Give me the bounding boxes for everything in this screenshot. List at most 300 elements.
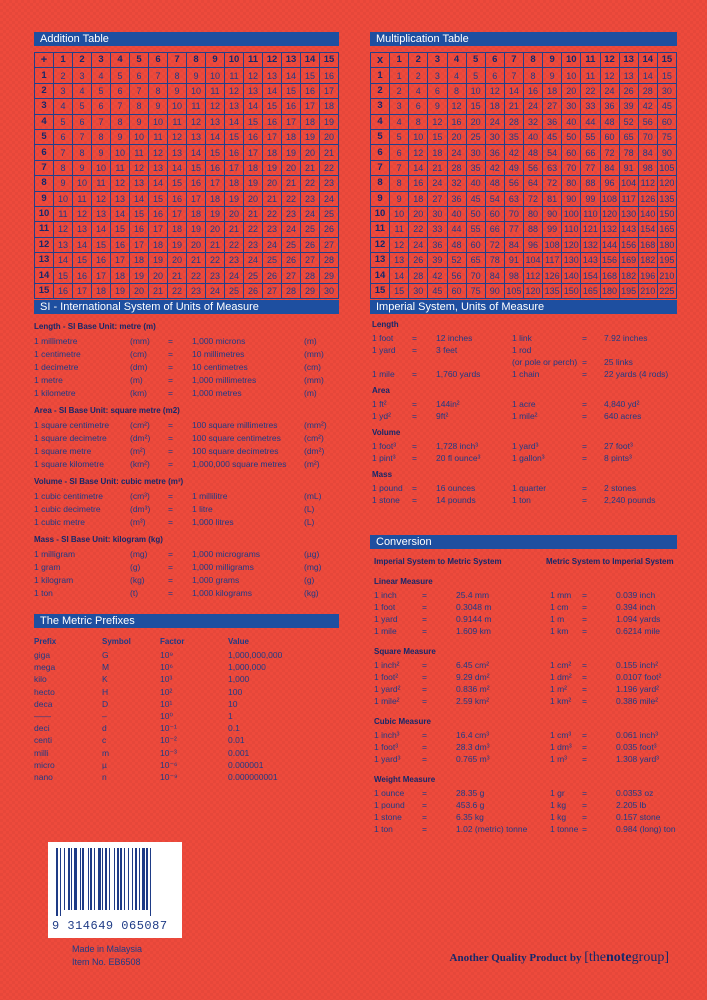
table-cell: 14 xyxy=(504,83,523,98)
table-cell: 27 xyxy=(282,268,301,283)
conversion-cell: 2.59 km² xyxy=(456,696,490,706)
table-cell: 88 xyxy=(524,222,543,237)
table-cell: 8 xyxy=(73,145,92,160)
table-cell: 17 xyxy=(282,114,301,129)
conversion-cell: 1 gr xyxy=(550,788,565,798)
table-cell: 165 xyxy=(657,222,676,237)
brand-tagline: Another Quality Product by xyxy=(449,952,582,964)
si-section-heading: Volume - SI Base Unit: cubic metre (m³) xyxy=(34,477,184,486)
table-cell: 10 xyxy=(409,129,428,144)
si-cell: (dm²) xyxy=(304,446,325,456)
imperial-cell: 1 yd² xyxy=(372,411,391,421)
barcode-bar xyxy=(142,848,145,910)
table-cell: 15 xyxy=(657,68,676,83)
table-cell: 29 xyxy=(301,283,320,298)
table-cell: 28 xyxy=(638,83,657,98)
conversion-cell: 1 yard xyxy=(374,614,398,624)
conversion-cell: = xyxy=(582,672,587,682)
si-cell: 1 gram xyxy=(34,562,61,572)
prefix-cell: kilo xyxy=(34,674,47,685)
table-cell: 12 xyxy=(92,191,111,206)
table-cell: 14 xyxy=(111,206,130,221)
conversion-cell: = xyxy=(582,696,587,706)
table-cell: 21 xyxy=(206,237,225,252)
table-row xyxy=(371,191,677,206)
table-cell: 44 xyxy=(447,222,466,237)
row-header: 11 xyxy=(35,222,54,237)
table-cell: 39 xyxy=(428,253,447,268)
table-cell: 20 xyxy=(244,191,263,206)
row-header: 12 xyxy=(35,237,54,252)
table-cell: 16 xyxy=(168,191,187,206)
conversion-row xyxy=(370,787,677,799)
table-cell: 17 xyxy=(130,237,149,252)
brand-logo: [thenotegroup] xyxy=(584,950,669,965)
imperial-cell: 16 ounces xyxy=(436,483,476,493)
table-cell: 54 xyxy=(485,191,504,206)
table-cell: 90 xyxy=(562,191,581,206)
si-cell: = xyxy=(168,336,173,346)
prefix-cell: 100 xyxy=(228,686,243,697)
table-cell: 120 xyxy=(600,206,619,221)
row-header: 3 xyxy=(35,99,54,114)
conversion-cell: 1 kg xyxy=(550,800,567,810)
prefix-cell: 10⁻⁹ xyxy=(160,772,178,782)
table-cell: 26 xyxy=(320,222,339,237)
conversion-cell: 1.094 yards xyxy=(616,614,661,624)
imperial-row xyxy=(372,482,677,494)
prefix-row xyxy=(34,722,339,734)
barcode-bar xyxy=(60,848,61,916)
conversion-cell: = xyxy=(582,742,587,752)
row-header: 9 xyxy=(371,191,390,206)
column-header: 8 xyxy=(187,53,206,68)
si-cell: 1,000,000 square metres xyxy=(192,459,287,469)
si-cell: 1 kilometre xyxy=(34,388,76,398)
table-row xyxy=(35,237,339,252)
table-cell: 84 xyxy=(600,160,619,175)
table-cell: 56 xyxy=(447,268,466,283)
table-cell: 11 xyxy=(187,99,206,114)
table-cell: 15 xyxy=(73,253,92,268)
table-cell: 30 xyxy=(485,129,504,144)
table-cell: 8 xyxy=(149,83,168,98)
conversion-cell: 1 stone xyxy=(374,812,402,822)
table-cell: 29 xyxy=(320,268,339,283)
conversion-cell: 1 yard³ xyxy=(374,754,401,764)
conversion-cell: 1 tonne xyxy=(550,824,579,834)
si-cell: 10 millimetres xyxy=(192,349,245,359)
table-cell: 42 xyxy=(504,145,523,160)
row-header: 13 xyxy=(371,253,390,268)
conversion-cell: 1 m³ xyxy=(550,754,567,764)
table-cell: 84 xyxy=(638,145,657,160)
row-header: 5 xyxy=(35,129,54,144)
prefix-cell: c xyxy=(102,735,107,746)
si-title: SI - International System of Units of Measure xyxy=(34,300,339,314)
table-cell: 154 xyxy=(638,222,657,237)
table-cell: 70 xyxy=(638,129,657,144)
table-cell: 15 xyxy=(111,222,130,237)
column-header: 1 xyxy=(390,53,409,68)
table-cell: 11 xyxy=(206,83,225,98)
si-cell: (cm²) xyxy=(130,420,150,430)
table-cell: 5 xyxy=(111,68,130,83)
si-cell: 1 square decimetre xyxy=(34,433,107,443)
table-cell: 15 xyxy=(149,191,168,206)
si-cell: (km²) xyxy=(130,459,150,469)
prefix-cell: K xyxy=(102,674,108,685)
conversion-cell: = xyxy=(422,812,427,822)
table-cell: 21 xyxy=(428,160,447,175)
table-cell: 210 xyxy=(638,283,657,298)
conversion-cell: 1 km xyxy=(550,626,569,636)
table-cell: 25 xyxy=(263,253,282,268)
table-cell: 10 xyxy=(73,176,92,191)
imperial-cell: 1 stone xyxy=(372,495,400,505)
table-cell: 21 xyxy=(282,176,301,191)
prefix-cell: 10⁰ xyxy=(160,711,173,721)
table-cell: 19 xyxy=(168,237,187,252)
table-cell: 3 xyxy=(390,99,409,114)
imperial-cell: = xyxy=(582,483,587,493)
table-cell: 14 xyxy=(168,160,187,175)
table-cell: 13 xyxy=(111,191,130,206)
table-cell: 27 xyxy=(301,253,320,268)
barcode-bar xyxy=(71,848,72,910)
si-cell: = xyxy=(168,362,173,372)
table-cell: 6 xyxy=(485,68,504,83)
table-cell: 195 xyxy=(619,283,638,298)
table-cell: 16 xyxy=(301,83,320,98)
column-header: 15 xyxy=(657,53,676,68)
si-row xyxy=(34,419,339,431)
si-cell: 1 ton xyxy=(34,588,53,598)
table-cell: 35 xyxy=(466,160,485,175)
si-cell: (km) xyxy=(130,388,147,398)
table-cell: 12 xyxy=(149,145,168,160)
table-cell: 14 xyxy=(390,268,409,283)
si-cell: 1 millimetre xyxy=(34,336,78,346)
prefix-cell: deci xyxy=(34,723,50,734)
table-cell: 17 xyxy=(263,129,282,144)
table-cell: 8 xyxy=(168,68,187,83)
imperial-cell: = xyxy=(412,495,417,505)
imperial-cell: 1,728 inch³ xyxy=(436,441,479,451)
row-header: 1 xyxy=(371,68,390,83)
row-header: 2 xyxy=(35,83,54,98)
table-cell: 9 xyxy=(187,68,206,83)
table-cell: 90 xyxy=(485,283,504,298)
table-cell: 11 xyxy=(54,206,73,221)
si-row xyxy=(34,445,339,457)
prefix-cell: 0.1 xyxy=(228,723,240,734)
prefix-header-row xyxy=(34,636,339,648)
column-header: 6 xyxy=(485,53,504,68)
imperial-cell: = xyxy=(582,411,587,421)
imperial-cell: = xyxy=(412,483,417,493)
column-header: 3 xyxy=(428,53,447,68)
row-header: 3 xyxy=(371,99,390,114)
prefix-cell: 10² xyxy=(160,686,173,697)
table-cell: 39 xyxy=(619,99,638,114)
table-cell: 13 xyxy=(92,206,111,221)
table-cell: 22 xyxy=(244,222,263,237)
table-cell: 154 xyxy=(581,268,600,283)
conversion-cell: = xyxy=(422,684,427,694)
table-cell: 11 xyxy=(390,222,409,237)
si-cell: = xyxy=(168,349,173,359)
barcode-bars xyxy=(56,848,174,916)
table-cell: 26 xyxy=(244,283,263,298)
table-cell: 22 xyxy=(581,83,600,98)
table-cell: 10 xyxy=(390,206,409,221)
conversion-row xyxy=(370,811,677,823)
table-row xyxy=(35,222,339,237)
row-header: 10 xyxy=(35,206,54,221)
item-number: Item No. EB6508 xyxy=(72,957,141,967)
imperial-cell: 9ft² xyxy=(436,411,449,421)
si-cell: (dm³) xyxy=(130,504,151,514)
row-header: 14 xyxy=(371,268,390,283)
table-cell: 22 xyxy=(409,222,428,237)
table-cell: 132 xyxy=(600,222,619,237)
table-cell: 60 xyxy=(485,206,504,221)
table-cell: 26 xyxy=(619,83,638,98)
si-cell: (m) xyxy=(304,336,317,346)
table-cell: 36 xyxy=(428,237,447,252)
table-cell: 8 xyxy=(447,83,466,98)
si-cell: 1 cubic decimetre xyxy=(34,504,101,514)
table-cell: 12 xyxy=(244,68,263,83)
prefix-cell: 1 xyxy=(228,711,233,721)
table-row xyxy=(371,176,677,191)
table-cell: 23 xyxy=(320,176,339,191)
column-header: 15 xyxy=(320,53,339,68)
conversion-cell: 1 dm² xyxy=(550,672,572,682)
conversion-cell: 1 m xyxy=(550,614,565,624)
si-cell: 1 square centimetre xyxy=(34,420,110,430)
table-cell: 25 xyxy=(466,129,485,144)
imperial-cell: 14 pounds xyxy=(436,495,476,505)
table-cell: 17 xyxy=(206,176,225,191)
column-header: 9 xyxy=(543,53,562,68)
prefix-row xyxy=(34,710,339,722)
conversion-cell: 0.6214 mile xyxy=(616,626,660,636)
si-cell: (dm) xyxy=(130,362,148,372)
table-cell: 108 xyxy=(543,237,562,252)
row-header: 4 xyxy=(35,114,54,129)
barcode-bar xyxy=(139,848,140,910)
barcode-bar xyxy=(80,848,81,910)
table-cell: 22 xyxy=(168,283,187,298)
table-cell: 6 xyxy=(409,99,428,114)
table-cell: 25 xyxy=(320,206,339,221)
table-cell: 22 xyxy=(187,268,206,283)
table-cell: 28 xyxy=(447,160,466,175)
column-header: 10 xyxy=(562,53,581,68)
table-cell: 19 xyxy=(111,283,130,298)
conversion-cell: 0.0107 foot² xyxy=(616,672,662,682)
si-row xyxy=(34,335,339,347)
made-in-label: Made in Malaysia xyxy=(72,944,143,954)
table-cell: 19 xyxy=(225,191,244,206)
table-row xyxy=(371,145,677,160)
table-cell: 21 xyxy=(244,206,263,221)
si-cell: (kg) xyxy=(130,575,145,585)
table-cell: 12 xyxy=(73,206,92,221)
column-header: 3 xyxy=(92,53,111,68)
table-cell: 75 xyxy=(657,129,676,144)
si-row xyxy=(34,458,339,470)
si-cell: 1,000 litres xyxy=(192,517,234,527)
table-cell: 30 xyxy=(409,283,428,298)
table-cell: 15 xyxy=(168,176,187,191)
table-cell: 6 xyxy=(73,114,92,129)
multiplication-table-title: Multiplication Table xyxy=(370,32,677,46)
prefix-row xyxy=(34,771,339,783)
table-row xyxy=(35,160,339,175)
table-cell: 36 xyxy=(600,99,619,114)
table-row xyxy=(35,83,339,98)
table-cell: 117 xyxy=(543,253,562,268)
barcode-bar xyxy=(56,848,58,916)
table-cell: 9 xyxy=(390,191,409,206)
table-cell: 18 xyxy=(409,191,428,206)
table-cell: 15 xyxy=(92,237,111,252)
si-cell: (m²) xyxy=(130,446,146,456)
table-cell: 60 xyxy=(600,129,619,144)
prefix-cell: 10⁶ xyxy=(160,662,173,673)
table-cell: 42 xyxy=(485,160,504,175)
brand-logo-group: group xyxy=(631,950,665,965)
table-cell: 9 xyxy=(428,99,447,114)
si-row xyxy=(34,548,339,560)
table-cell: 13 xyxy=(244,83,263,98)
conversion-cell: 1 m² xyxy=(550,684,567,694)
table-cell: 17 xyxy=(149,222,168,237)
si-cell: (mm²) xyxy=(304,420,327,430)
barcode-bar xyxy=(94,848,95,910)
si-cell: 1 litre xyxy=(192,504,213,514)
conversion-cell: = xyxy=(582,812,587,822)
conversion-cell: 0.765 m³ xyxy=(456,754,490,764)
conversion-cell: 25.4 mm xyxy=(456,590,490,600)
table-cell: 156 xyxy=(619,237,638,252)
table-row xyxy=(371,206,677,221)
si-cell: 100 square centimetres xyxy=(192,433,281,443)
prefix-cell: nano xyxy=(34,772,53,782)
table-cell: 16 xyxy=(149,206,168,221)
conversion-cell: = xyxy=(582,800,587,810)
table-cell: 23 xyxy=(206,268,225,283)
imperial-row xyxy=(372,332,677,344)
si-row xyxy=(34,374,339,386)
table-cell: 7 xyxy=(73,129,92,144)
table-cell: 50 xyxy=(466,206,485,221)
table-row xyxy=(371,160,677,175)
table-cell: 32 xyxy=(447,176,466,191)
si-cell: (cm) xyxy=(130,349,147,359)
table-cell: 19 xyxy=(263,160,282,175)
prefix-row xyxy=(34,734,339,746)
table-cell: 17 xyxy=(73,283,92,298)
imperial-cell: 25 links xyxy=(604,357,633,367)
si-cell: (m²) xyxy=(304,459,320,469)
table-cell: 15 xyxy=(187,160,206,175)
table-cell: 70 xyxy=(504,206,523,221)
table-cell: 16 xyxy=(524,83,543,98)
table-cell: 112 xyxy=(638,176,657,191)
prefix-cell: deca xyxy=(34,698,53,709)
table-cell: 23 xyxy=(187,283,206,298)
si-cell: = xyxy=(168,491,173,501)
table-cell: 12 xyxy=(600,68,619,83)
table-cell: 2 xyxy=(54,68,73,83)
prefix-cell: D xyxy=(102,698,109,709)
table-cell: 65 xyxy=(619,129,638,144)
table-cell: 19 xyxy=(320,114,339,129)
table-cell: 21 xyxy=(320,145,339,160)
prefix-cell: 10⁻² xyxy=(160,735,177,746)
multiplication-table-panel xyxy=(370,32,677,299)
table-cell: 16 xyxy=(225,145,244,160)
conversion-row xyxy=(370,589,677,601)
imperial-cell: 2,240 pounds xyxy=(604,495,656,505)
conversion-row xyxy=(370,729,677,741)
imperial-cell: = xyxy=(582,369,587,379)
si-cell: (mm) xyxy=(304,349,324,359)
conversion-cell: 1 km² xyxy=(550,696,572,706)
si-cell: (m) xyxy=(304,388,317,398)
imperial-cell: 7.92 inches xyxy=(604,333,648,343)
conversion-row xyxy=(370,659,677,671)
barcode xyxy=(48,842,182,938)
table-cell: 18 xyxy=(111,268,130,283)
row-header: 10 xyxy=(371,206,390,221)
prefix-column-header: Prefix xyxy=(34,637,57,646)
table-cell: 21 xyxy=(187,253,206,268)
table-cell: 105 xyxy=(504,283,523,298)
barcode-bar xyxy=(68,848,70,910)
table-cell: 16 xyxy=(282,99,301,114)
imperial-cell: = xyxy=(582,399,587,409)
barcode-bar xyxy=(146,848,148,910)
table-cell: 6 xyxy=(54,129,73,144)
conversion-cell: = xyxy=(582,730,587,740)
column-header: 2 xyxy=(409,53,428,68)
imperial-row xyxy=(372,398,677,410)
si-cell: (g) xyxy=(130,562,141,572)
table-cell: 18 xyxy=(206,191,225,206)
table-cell: 22 xyxy=(282,191,301,206)
imperial-cell: 1 yard³ xyxy=(512,441,539,451)
table-cell: 24 xyxy=(320,191,339,206)
si-cell: (mL) xyxy=(304,491,322,501)
table-cell: 96 xyxy=(600,176,619,191)
si-cell: 1 metre xyxy=(34,375,63,385)
row-header: 2 xyxy=(371,83,390,98)
prefix-cell: M xyxy=(102,662,110,673)
conversion-cell: 1 foot³ xyxy=(374,742,399,752)
table-cell: 13 xyxy=(54,237,73,252)
table-cell: 20 xyxy=(263,176,282,191)
imperial-row xyxy=(372,356,677,368)
table-row xyxy=(35,114,339,129)
conversion-cell: 0.836 m² xyxy=(456,684,490,694)
table-cell: 19 xyxy=(206,206,225,221)
row-header: 11 xyxy=(371,222,390,237)
